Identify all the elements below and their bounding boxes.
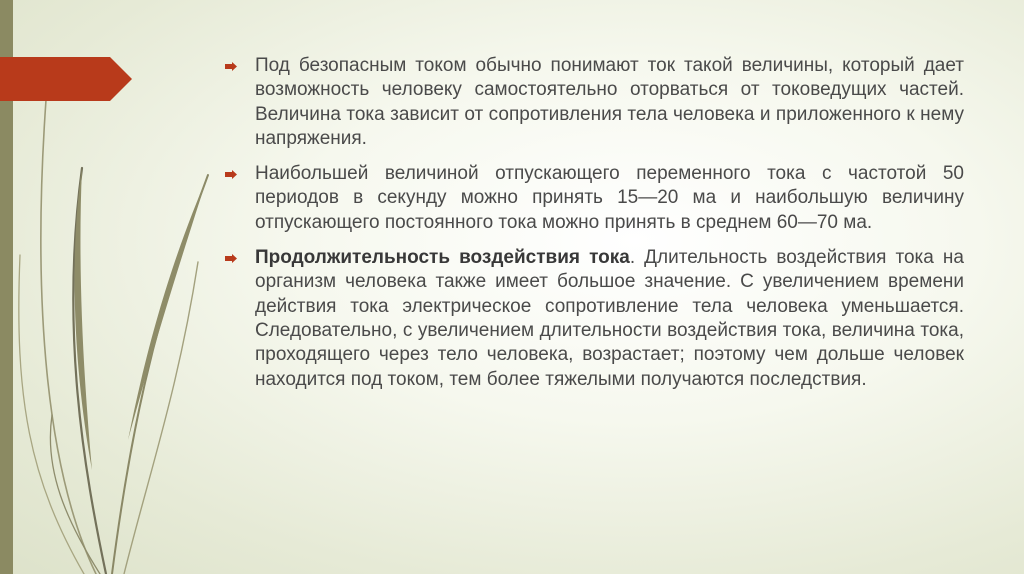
arrow-tab-shape: [0, 57, 132, 101]
paragraph-heading: Продолжительность воздействия тока: [255, 247, 630, 269]
paragraph-safe-current: [222, 54, 964, 151]
paragraph-release-current: [222, 162, 964, 235]
paragraph-text: . Длительность воздействия тока на организм человека также имеет большое значение. С увеличением времени действия тока электрическое сопротивление тела человека уменьшается. Следовательно, с увеличением длительности воздействия тока, величина тока, проходящего через тело человека, возрастает; поэтому чем дольше человек находится под током, тем более тяжелыми получаются последствия.: [255, 247, 964, 390]
paragraph-text: Наибольшей величиной отпускающего переменного тока с частотой 50 периодов в секунду можно принять 15—20 ма и наибольшую величину отпускающего постоянного тока можно принять в среднем 60—70 ма.: [255, 163, 964, 233]
paragraph-duration: [222, 246, 964, 392]
red-arrow-tab: [0, 57, 132, 101]
arrow-right-icon: [225, 170, 237, 179]
paragraph-text: Под безопасным током обычно понимают ток такой величины, который дает возможность человеку самостоятельно оторваться от токоведущих частей. Величина тока зависит от сопротивления тела человека и приложенного к нему напряжения.: [255, 55, 964, 149]
arrow-right-icon: [225, 254, 237, 263]
arrow-right-icon: [225, 62, 237, 71]
slide-content: [222, 54, 964, 403]
